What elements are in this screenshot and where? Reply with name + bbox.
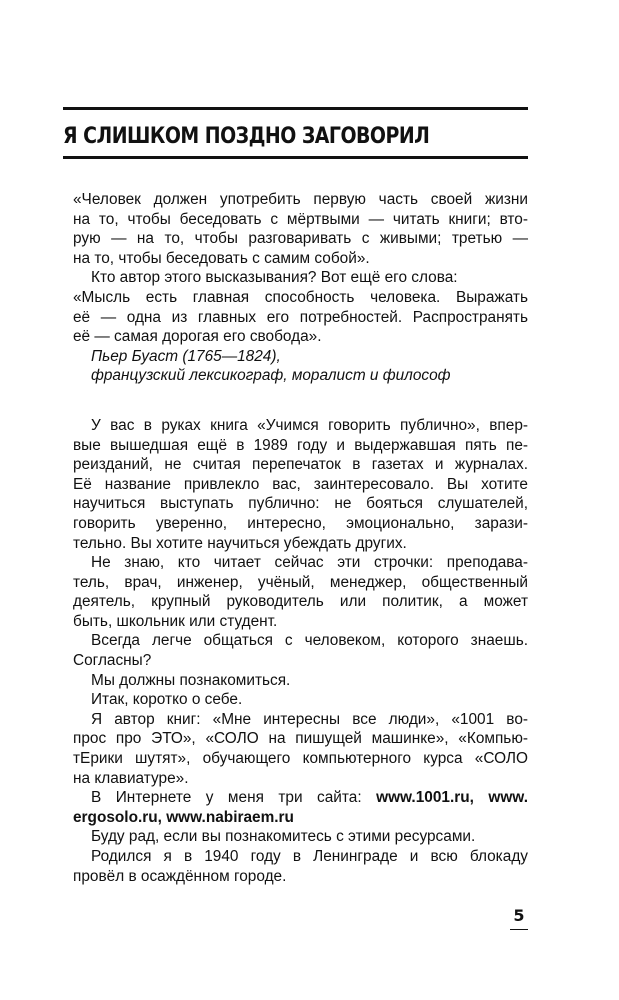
page-body — [73, 190, 528, 886]
text-line: вые вышедшая ещё в 1989 году и выдержавшая пять пе- — [73, 436, 528, 454]
text-line: прос про ЭТО», «СОЛО на пишущей машинке», «Компью- — [73, 730, 528, 748]
text-line: на клавиатуре». — [73, 769, 189, 787]
paragraph-7 — [73, 788, 528, 827]
paragraph-4: Мы должны познакомиться. — [91, 671, 291, 689]
text-line: Всегда легче общаться с человеком, которого знаешь. — [91, 632, 528, 650]
text-line: реизданий, не считая перепечаток в газетах и журналах. — [73, 456, 528, 474]
paragraph-9 — [73, 847, 528, 886]
text-line: её — самая дорогая его свобода». — [73, 328, 322, 346]
text-line: Родился я в 1940 году в Ленинграде и всю блокаду — [91, 848, 528, 865]
website-links-1: www.1001.ru, www. — [376, 789, 528, 807]
text-line: научиться выступать публично: не бояться слушателей, — [73, 495, 528, 513]
page-number: 5 — [513, 906, 525, 925]
paragraph-8: Буду рад, если вы познакомитесь с этими ресурсами. — [91, 828, 476, 846]
text-line: её — одна из главных его потребностей. Распространять — [73, 308, 528, 326]
title-bottom-rule — [63, 156, 528, 159]
text-line: деятель, крупный руководитель или политик, а может — [73, 593, 528, 611]
website-links-2: ergosolo.ru, www.nabiraem.ru — [73, 808, 294, 826]
text-line: «Человек должен употребить первую часть своей жизни — [73, 191, 528, 208]
epigraph-attribution — [73, 347, 528, 386]
text-line: Согласны? — [73, 652, 152, 670]
text-line — [73, 788, 528, 808]
text-line: тЕрики шутят», обучающего компьютерного курса «СОЛО — [73, 750, 528, 768]
epigraph-question: Кто автор этого высказывания? Вот ещё его слова: — [91, 269, 458, 287]
text-line: Её название привлекло вас, заинтересовало. Вы хотите — [73, 475, 528, 493]
text-line: на то, чтобы беседовать с самим собой». — [73, 249, 370, 267]
paragraph-2 — [73, 553, 528, 631]
text-line: Не знаю, кто читает сейчас эти строчки: преподава- — [91, 554, 528, 572]
text-line: рую — на то, чтобы разговаривать с живыми; третью — — [73, 230, 528, 248]
text-line: «Мысль есть главная способность человека. Выражать — [73, 288, 528, 306]
text-line: тель, врач, инженер, учёный, менеджер, общественный — [73, 573, 528, 591]
attribution-name: Пьер Буаст (1765—1824), — [91, 347, 281, 365]
text-line: на то, чтобы беседовать с мёртвыми — читать книги; вто- — [73, 210, 528, 228]
chapter-title: Я СЛИШКОМ ПОЗДНО ЗАГОВОРИЛ — [63, 124, 430, 149]
title-top-rule — [63, 107, 528, 110]
attribution-role: французский лексикограф, моралист и философ — [91, 367, 451, 385]
paragraph-5: Итак, коротко о себе. — [91, 691, 243, 709]
text-line: Я автор книг: «Мне интересны все люди», «1001 во- — [91, 710, 528, 728]
paragraph-3 — [73, 631, 528, 670]
page-number-rule — [510, 929, 528, 930]
text-line: тельно. Вы хотите научиться убеждать других. — [73, 534, 407, 552]
paragraph-1 — [73, 416, 528, 553]
text-line: провёл в осаждённом городе. — [73, 867, 287, 885]
paragraph-6 — [73, 710, 528, 788]
epigraph-quote-1 — [73, 190, 528, 268]
text-line: У вас в руках книга «Учимся говорить публично», впер- — [91, 416, 528, 434]
text-line: говорить уверенно, интересно, эмоционально, зарази- — [73, 514, 528, 532]
websites-intro: В Интернете у меня три сайта: — [91, 789, 377, 807]
epigraph-quote-2 — [73, 288, 528, 347]
text-line: быть, школьник или студент. — [73, 612, 278, 630]
